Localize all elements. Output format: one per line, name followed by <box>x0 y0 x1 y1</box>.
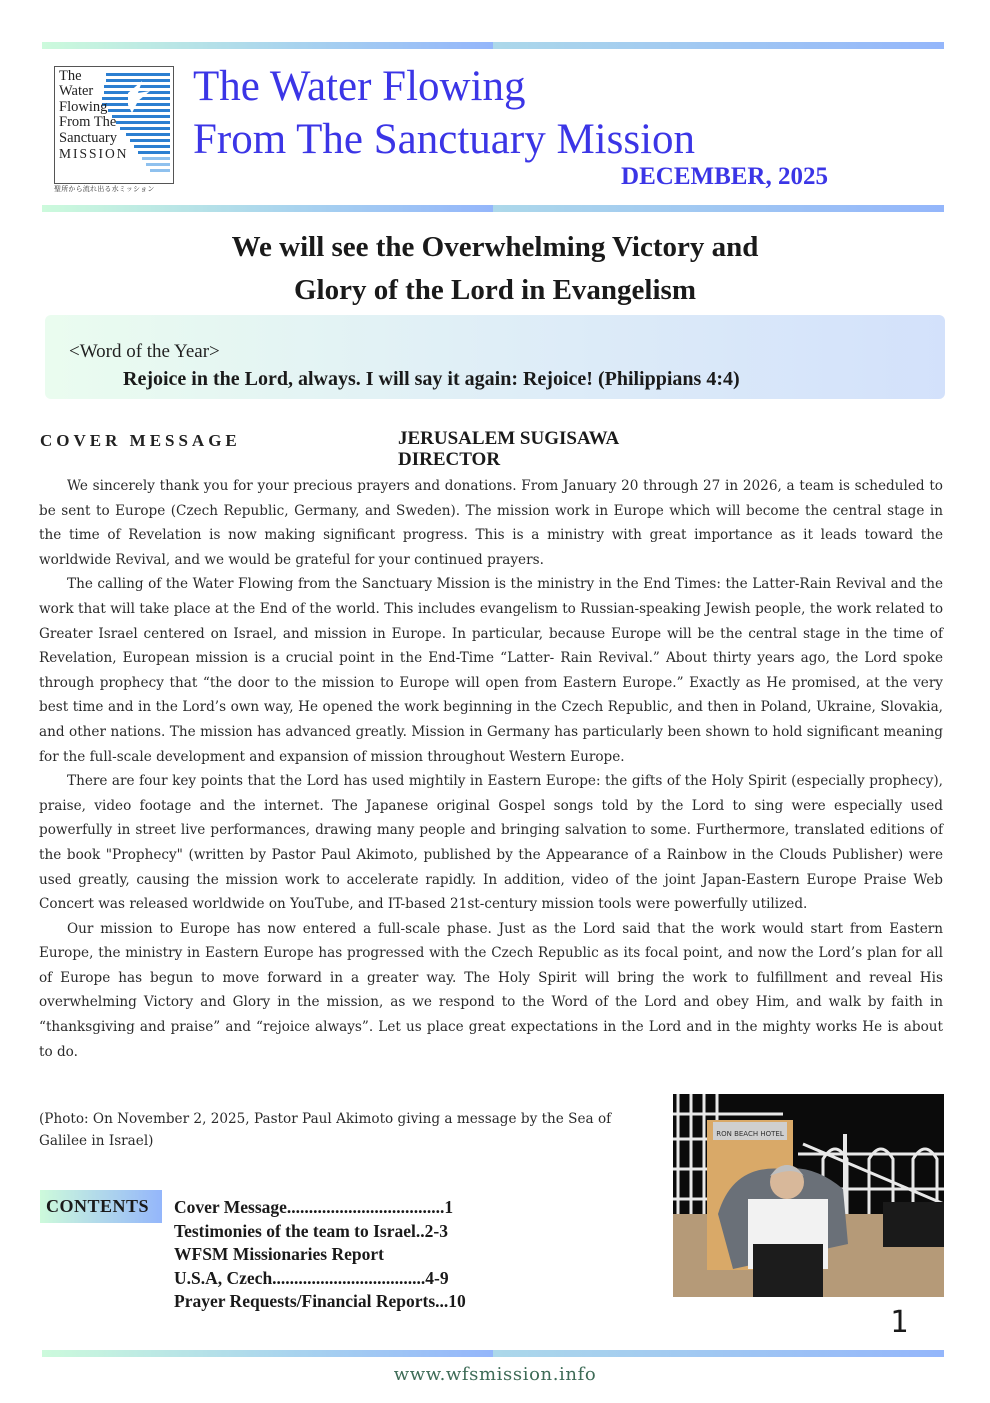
author-name: JERUSALEM SUGISAWA <box>398 428 620 449</box>
headline-line-1: We will see the Overwhelming Victory and <box>231 231 759 263</box>
main-headline <box>0 226 990 312</box>
word-of-year-label: <Word of the Year> <box>69 341 220 362</box>
cover-message-label-text: COVER MESSAGE <box>40 431 241 450</box>
toc-item[interactable]: Prayer Requests/Financial Reports...10 <box>174 1291 466 1311</box>
toc-item[interactable]: Testimonies of the team to Israel..2-3 <box>174 1220 448 1241</box>
cover-message-label <box>40 431 241 451</box>
issue-date: DECEMBER, 2025 <box>621 163 828 190</box>
top-gradient-bar <box>42 42 944 49</box>
logo-line: Water <box>59 83 94 100</box>
paragraph: The calling of the Water Flowing from the Sanctuary Mission is the ministry in the End Times: the Latter-Rain Revival and the work that will take place at the End of the world. This includes evangelism to Russian-speaking Jewish people, the work related to Greater Israel centered on Israel, and mission in Europe. In particular, because Europe will be the central stage in the time of Revelation, European mission is a crucial point in the End-Time “Latter- Rain Revival.” About thirty years ago, the Lord spoke through prophecy that “the door to the mission to Europe will open from Eastern Europe.” Exactly as He promised, at the very best time and in the Lord’s own way, He opened the work beginning in the Czech Republic, and then in Poland, Ukraine, Slovakia, and other nations. The mission has advanced greatly. Mission in Germany has particularly been shown to hold significant meaning for the full-scale development and expansion of mission throughout Western Europe. <box>39 576 943 765</box>
newsletter-title <box>193 60 695 166</box>
pastor-photo <box>673 1094 944 1297</box>
photo-caption: (Photo: On November 2, 2025, Pastor Paul Akimoto giving a message by the Sea of Galilee in Israel) <box>39 1111 612 1149</box>
paragraph: We sincerely thank you for your precious prayers and donations. From January 20 through 27 in 2026, a team is scheduled to be sent to Europe (Czech Republic, Germany, and Sweden). The mission work in Europe which will become the central stage in the time of Revelation is now making significant progress. This is a ministry with great importance as it leads toward the worldwide Revival, and we would be grateful for your continued prayers. <box>39 478 943 568</box>
word-of-the-year-box <box>45 315 945 399</box>
author-title: DIRECTOR <box>398 449 501 470</box>
cover-message-body <box>39 474 943 1064</box>
logo-line: From The <box>59 114 117 131</box>
paragraph: There are four key points that the Lord has used mightily in Eastern Europe: the gifts of the Holy Spirit (especially prophecy), praise, video footage and the internet. The Japanese original Gospel songs told by the Lord to sing were especially used powerfully in street live performances, drawing many people and bringing salvation to some. Furthermore, translated editions of the book "Prophecy" (written by Pastor Paul Akimoto, published by the Appearance of a Rainbow in the Clouds Publisher) were used greatly, causing the mission work to accelerate rapidly. In addition, video of the joint Japan-Eastern Europe Praise Web Concert was released worldwide on YouTube, and IT-based 21st-century mission tools were powerfully utilized. <box>39 773 943 913</box>
photo-sign-text: RON BEACH HOTEL <box>716 1130 784 1138</box>
toc-item[interactable]: U.S.A, Czech...................................4-9 <box>174 1267 449 1288</box>
logo-line: The <box>59 68 82 84</box>
toc-item[interactable]: WFSM Missionaries Report <box>174 1244 384 1264</box>
title-line-1: The Water Flowing <box>193 63 526 110</box>
paragraph: Our mission to Europe has now entered a full-scale phase. Just as the Lord said that the work would start from Eastern Europe, the ministry in Eastern Europe has progressed with the Czech Republic as its focal point, and now the Lord’s plan for all of Europe has begun to move forward in a greater way. The Holy Spirit will bring the work to fulfillment and reveal His overwhelming Victory and Glory in the mission, as we respond to the Word of the Lord and obey Him, and walk by faith in “thanksgiving and praise” and “rejoice always”. Let us place great expectations in the Lord and in the mighty works He is about to do. <box>39 920 943 1060</box>
logo-line: Sanctuary <box>59 129 117 146</box>
photo-illustration <box>673 1094 944 1297</box>
word-of-year-verse: Rejoice in the Lord, always. I will say it again: Rejoice! (Philippians 4:4) <box>123 368 740 390</box>
mission-logo <box>54 66 174 184</box>
author-block <box>398 428 619 470</box>
headline-line-2: Glory of the Lord in Evangelism <box>294 274 696 306</box>
footer-gradient-bar <box>42 1350 944 1357</box>
logo-japanese-subtitle: 聖所から流れ出る水ミッション <box>54 185 155 193</box>
header-gradient-bar <box>42 205 944 212</box>
page-number: 1 <box>890 1305 909 1340</box>
logo-line: Flowing <box>59 98 108 115</box>
table-of-contents <box>174 1196 466 1314</box>
logo-line: MISSION <box>59 146 129 162</box>
title-line-2: From The Sanctuary Mission <box>193 116 696 163</box>
toc-item[interactable]: Cover Message....................................1 <box>174 1197 454 1217</box>
contents-label: CONTENTS <box>40 1190 162 1223</box>
website-url[interactable]: www.wfsmission.info <box>393 1364 597 1385</box>
